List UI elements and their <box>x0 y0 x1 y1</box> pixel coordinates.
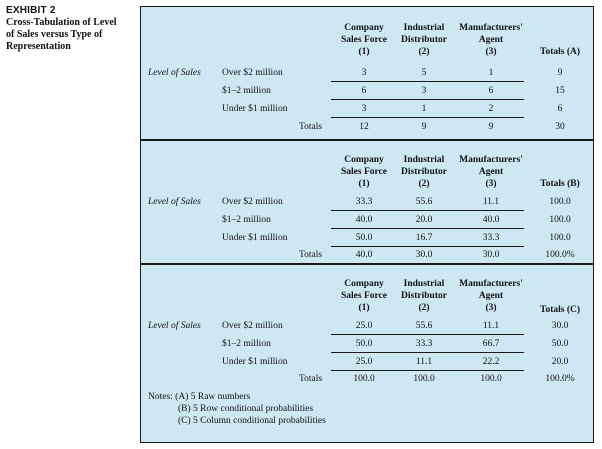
column-header-line: Company <box>344 279 384 289</box>
column-header-line: Industrial <box>403 23 445 33</box>
column-header-line: (2) <box>418 179 430 189</box>
table-cell: 40.0 <box>482 215 500 225</box>
row-divider <box>331 228 524 229</box>
column-header-line: (1) <box>358 303 370 313</box>
exhibit-title-line: Cross-Tabulation of Level <box>6 17 117 28</box>
exhibit-title-line: Representation <box>6 41 71 52</box>
note-line: (B) 5 Row conditional probabilities <box>178 404 314 414</box>
row-divider <box>331 352 524 353</box>
row-label: $1–2 million <box>222 339 271 349</box>
row-label: Under $1 million <box>222 104 288 114</box>
column-header-line: Distributor <box>401 291 447 301</box>
row-total-cell: 6 <box>557 104 563 114</box>
table-cell: 3 <box>361 68 367 78</box>
table-cell: 55.6 <box>415 321 433 331</box>
table-cell: 33.3 <box>482 233 500 243</box>
table-cell: 33.3 <box>415 339 433 349</box>
column-total-cell: 100.0 <box>353 374 375 384</box>
column-header-line: Distributor <box>401 35 447 45</box>
note-line: (C) 5 Column conditional probabilities <box>178 416 326 426</box>
column-header-line: Manufacturers' <box>459 279 523 289</box>
table-cell: 16.7 <box>415 233 433 243</box>
grand-total-cell: 100.0% <box>545 250 575 260</box>
row-group-label: Level of Sales <box>148 321 201 331</box>
table-cell: 25.0 <box>355 357 373 367</box>
row-total-cell: 100.0 <box>549 215 571 225</box>
column-header-line: (1) <box>358 179 370 189</box>
table-cell: 2 <box>488 104 494 114</box>
table-cell: 1 <box>421 104 427 114</box>
table-cell: 11.1 <box>415 357 433 367</box>
table-cell: 25.0 <box>355 321 373 331</box>
exhibit-caption <box>6 5 136 53</box>
exhibit-title-line: of Sales versus Type of <box>6 29 103 40</box>
exhibit-label: EXHIBIT 2 <box>6 5 56 16</box>
column-header-line: (2) <box>418 303 430 313</box>
column-header-line: Agent <box>478 167 504 177</box>
row-label: Over $2 million <box>222 68 283 78</box>
column-header-line: Industrial <box>403 155 445 165</box>
column-total-cell: 9 <box>488 122 494 132</box>
exhibit-title <box>6 17 136 53</box>
table-cell: 40.0 <box>355 215 373 225</box>
totals-row-label: Totals <box>299 374 323 384</box>
column-total-cell: 30.0 <box>415 250 433 260</box>
totals-column-header: Totals (C) <box>539 305 581 315</box>
notes <box>148 391 326 427</box>
row-label: $1–2 million <box>222 215 271 225</box>
table-cell: 66.7 <box>482 339 500 349</box>
table-cell: 50.0 <box>355 339 373 349</box>
table-cell: 33.3 <box>355 197 373 207</box>
row-total-cell: 20.0 <box>551 357 569 367</box>
table-cell: 1 <box>488 68 494 78</box>
row-label: Under $1 million <box>222 357 288 367</box>
table-cell: 6 <box>361 86 367 96</box>
row-divider <box>331 99 524 100</box>
row-label: Under $1 million <box>222 233 288 243</box>
row-divider <box>331 370 524 371</box>
column-total-cell: 40.0 <box>355 250 373 260</box>
row-label: Over $2 million <box>222 197 283 207</box>
column-total-cell: 12 <box>359 122 369 132</box>
column-header-line: Industrial <box>403 279 445 289</box>
row-label: Over $2 million <box>222 321 283 331</box>
table-panel-raw-numbers <box>140 6 594 140</box>
column-header-line: Manufacturers' <box>459 23 523 33</box>
column-header-line: (3) <box>485 47 497 57</box>
table-cell: 11.1 <box>482 321 500 331</box>
column-total-cell: 30.0 <box>482 250 500 260</box>
row-group-label: Level of Sales <box>148 197 201 207</box>
table-cell: 20.0 <box>415 215 433 225</box>
row-divider <box>331 334 524 335</box>
table-panel-row-probabilities <box>140 140 594 264</box>
table-cell: 22.2 <box>482 357 500 367</box>
column-header-line: Company <box>344 155 384 165</box>
column-header-line: (1) <box>358 47 370 57</box>
row-group-label: Level of Sales <box>148 68 201 78</box>
row-divider <box>331 210 524 211</box>
row-total-cell: 100.0 <box>549 233 571 243</box>
row-divider <box>331 246 524 247</box>
column-header-line: Distributor <box>401 167 447 177</box>
column-header-line: Agent <box>478 291 504 301</box>
grand-total-cell: 100.0% <box>545 374 575 384</box>
table-cell: 3 <box>421 86 427 96</box>
row-total-cell: 100.0 <box>549 197 571 207</box>
table-cell: 5 <box>421 68 427 78</box>
column-total-cell: 9 <box>421 122 427 132</box>
column-header-line: (2) <box>418 47 430 57</box>
row-divider <box>331 81 524 82</box>
column-total-cell: 100.0 <box>413 374 435 384</box>
table-cell: 50.0 <box>355 233 373 243</box>
column-total-cell: 100.0 <box>480 374 502 384</box>
row-label: $1–2 million <box>222 86 271 96</box>
table-cell: 55.6 <box>415 197 433 207</box>
column-header-line: Company <box>344 23 384 33</box>
row-total-cell: 30.0 <box>551 321 569 331</box>
totals-row-label: Totals <box>299 250 323 260</box>
row-total-cell: 9 <box>557 68 563 78</box>
totals-row-label: Totals <box>299 122 323 132</box>
column-header-line: Sales Force <box>341 291 387 301</box>
grand-total-cell: 30 <box>555 122 565 132</box>
column-header-line: Manufacturers' <box>459 155 523 165</box>
row-total-cell: 50.0 <box>551 339 569 349</box>
table-cell: 11.1 <box>482 197 500 207</box>
table-panel-column-probabilities <box>140 264 594 443</box>
note-line: Notes: (A) 5 Raw numbers <box>148 392 251 402</box>
row-total-cell: 15 <box>555 86 565 96</box>
column-header-line: Sales Force <box>341 35 387 45</box>
column-header-line: (3) <box>485 179 497 189</box>
totals-column-header: Totals (A) <box>539 47 581 57</box>
column-header-line: Sales Force <box>341 167 387 177</box>
column-header-line: (3) <box>485 303 497 313</box>
column-header-line: Agent <box>478 35 504 45</box>
table-cell: 3 <box>361 104 367 114</box>
row-divider <box>331 117 524 118</box>
table-cell: 6 <box>488 86 494 96</box>
totals-column-header: Totals (B) <box>540 179 580 189</box>
